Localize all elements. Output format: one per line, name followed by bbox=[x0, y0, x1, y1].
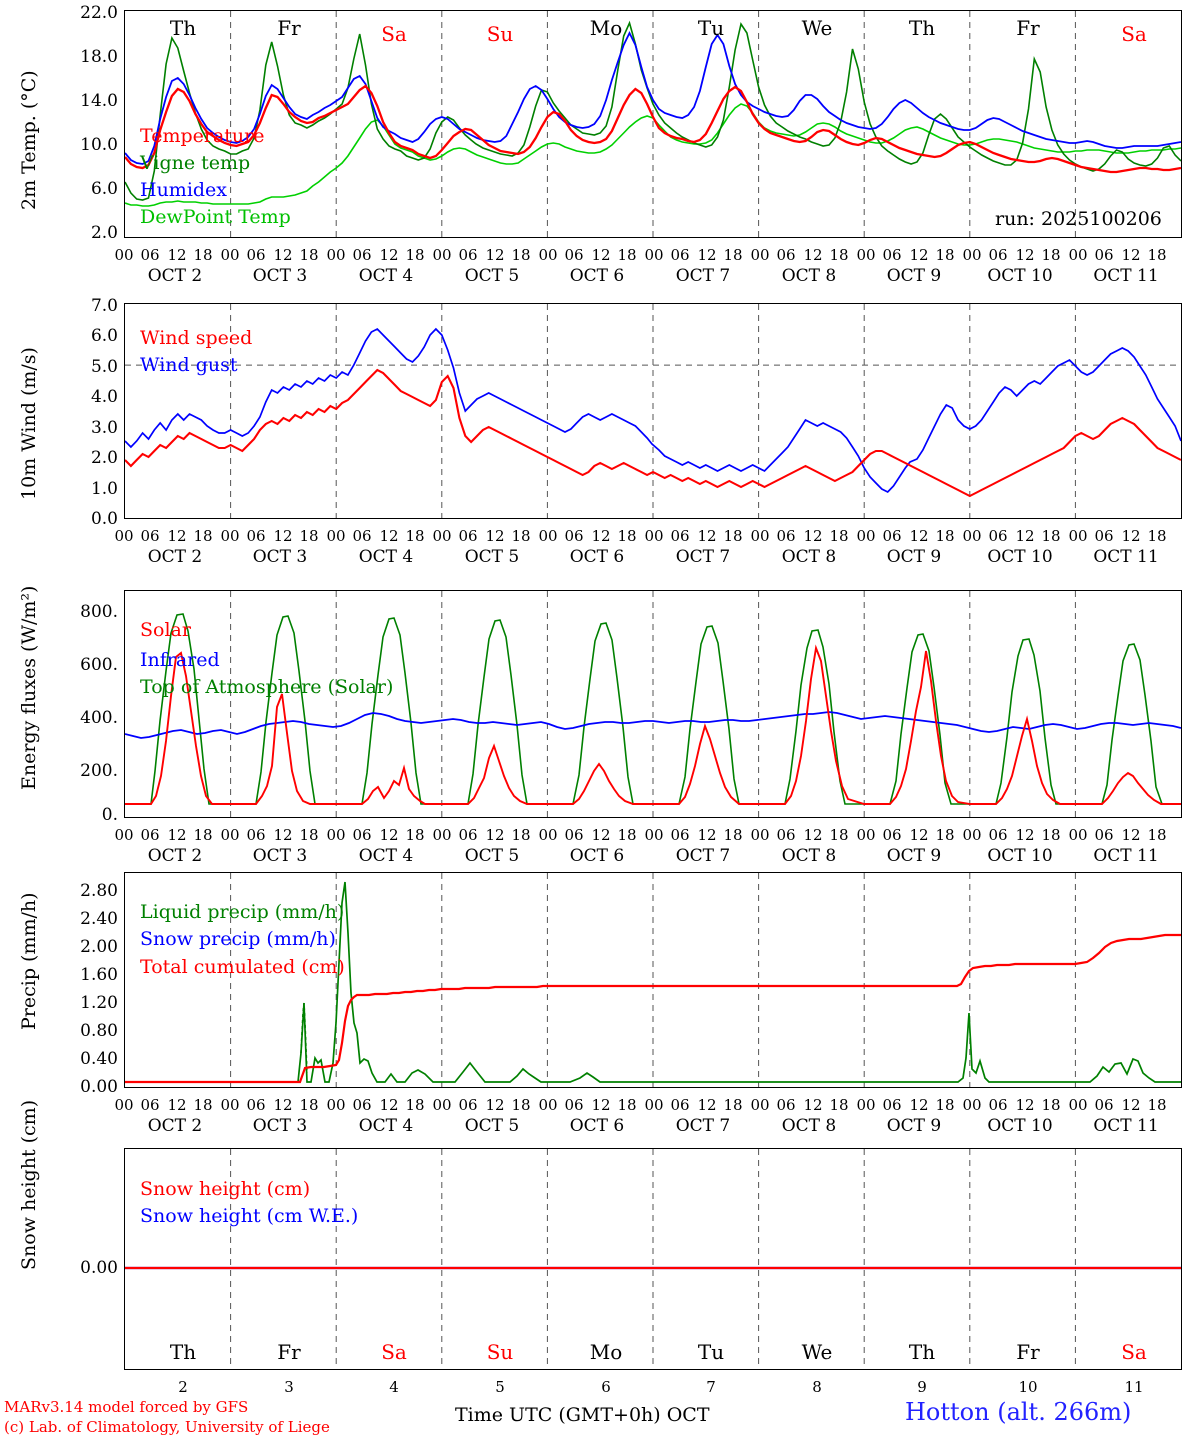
xtick-hour: 12 bbox=[273, 527, 293, 545]
xtick-hour: 12 bbox=[591, 826, 611, 844]
xdate-label: OCT 11 bbox=[1093, 846, 1159, 866]
xdate-label: OCT 4 bbox=[358, 547, 414, 567]
xtick-hour: 12 bbox=[1121, 246, 1141, 264]
xtick-hour: 00 bbox=[750, 527, 770, 545]
xtick-hour: 00 bbox=[750, 1096, 770, 1114]
xtick-hour: 06 bbox=[458, 1096, 478, 1114]
xtick-hour: 18 bbox=[829, 1096, 849, 1114]
xdate-label: OCT 8 bbox=[781, 1116, 837, 1136]
xtick-hour: 06 bbox=[670, 527, 690, 545]
xtick-hour: 18 bbox=[617, 1096, 637, 1114]
temp-ytick-18: 18.0 bbox=[80, 47, 118, 67]
dayname-th-1: Th bbox=[169, 16, 197, 40]
xtick-hour: 12 bbox=[1015, 1096, 1035, 1114]
bottom-daynum: 7 bbox=[706, 1378, 716, 1396]
xtick-hour: 00 bbox=[962, 246, 982, 264]
xdate-label: OCT 8 bbox=[781, 266, 837, 286]
xtick-hour: 12 bbox=[379, 246, 399, 264]
xtick-hour: 18 bbox=[1147, 1096, 1167, 1114]
xtick-hour: 06 bbox=[988, 527, 1008, 545]
xtick-hour: 12 bbox=[1015, 246, 1035, 264]
xtick-hour: 00 bbox=[856, 826, 876, 844]
xtick-hour: 12 bbox=[379, 826, 399, 844]
xtick-hour: 18 bbox=[1041, 527, 1061, 545]
xtick-hour: 18 bbox=[193, 1096, 213, 1114]
xtick-hour: 12 bbox=[591, 246, 611, 264]
xtick-hour: 00 bbox=[538, 246, 558, 264]
xtick-hour: 18 bbox=[829, 527, 849, 545]
xtick-hour: 18 bbox=[1147, 826, 1167, 844]
legend-infrared: Infrared bbox=[140, 649, 220, 671]
xtick-hour: 06 bbox=[1094, 527, 1114, 545]
xdate-label: OCT 4 bbox=[358, 266, 414, 286]
xtick-hour: 00 bbox=[1068, 826, 1088, 844]
xtick-hour: 12 bbox=[803, 1096, 823, 1114]
xtick-hour: 12 bbox=[167, 527, 187, 545]
xtick-hour: 18 bbox=[405, 527, 425, 545]
dayname-fr-2: Fr bbox=[1016, 16, 1040, 40]
bottom-dayname-sa-2: Sa bbox=[1121, 1340, 1147, 1364]
xtick-hour: 00 bbox=[432, 246, 452, 264]
xtick-hour: 12 bbox=[909, 1096, 929, 1114]
xtick-hour: 00 bbox=[644, 826, 664, 844]
footer-x-axis-title: Time UTC (GMT+0h) OCT bbox=[455, 1404, 710, 1426]
xtick-hour: 00 bbox=[962, 1096, 982, 1114]
energy-ytick-800: 800. bbox=[80, 602, 118, 622]
xtick-hour: 06 bbox=[882, 826, 902, 844]
xdate-label: OCT 3 bbox=[252, 266, 308, 286]
xtick-hour: 00 bbox=[538, 1096, 558, 1114]
dayname-sa-1: Sa bbox=[381, 22, 407, 46]
xtick-hour: 06 bbox=[988, 246, 1008, 264]
dayname-fr-1: Fr bbox=[277, 16, 301, 40]
precip-ytick-200: 2.00 bbox=[80, 937, 118, 957]
xdate-label: OCT 7 bbox=[675, 846, 731, 866]
xtick-hour: 12 bbox=[1121, 1096, 1141, 1114]
xdate-label: OCT 2 bbox=[147, 547, 203, 567]
xtick-hour: 06 bbox=[352, 527, 372, 545]
bottom-dayname-fr-1: Fr bbox=[277, 1340, 301, 1364]
wind-ytick-4: 4.0 bbox=[90, 387, 118, 407]
xdate-label: OCT 9 bbox=[886, 266, 942, 286]
xtick-hour: 12 bbox=[379, 1096, 399, 1114]
bottom-dayname-we-1: We bbox=[801, 1340, 833, 1364]
xtick-hour: 06 bbox=[988, 1096, 1008, 1114]
xtick-hour: 06 bbox=[246, 826, 266, 844]
xdate-label: OCT 6 bbox=[569, 846, 625, 866]
xtick-hour: 06 bbox=[882, 246, 902, 264]
xtick-hour: 18 bbox=[723, 246, 743, 264]
xtick-hour: 12 bbox=[591, 1096, 611, 1114]
precip-ytick-000: 0.00 bbox=[80, 1077, 118, 1097]
dayname-mo-1: Mo bbox=[589, 16, 623, 40]
xtick-hour: 12 bbox=[1015, 826, 1035, 844]
xdate-label: OCT 11 bbox=[1093, 1116, 1159, 1136]
dayname-tu-1: Tu bbox=[697, 16, 725, 40]
xdate-label: OCT 11 bbox=[1093, 547, 1159, 567]
wind-ytick-2: 2.0 bbox=[90, 448, 118, 468]
bottom-daynum: 5 bbox=[495, 1378, 505, 1396]
legend-toa-solar: Top of Atmosphere (Solar) bbox=[140, 676, 394, 698]
xtick-hour: 12 bbox=[697, 826, 717, 844]
xtick-hour: 06 bbox=[776, 1096, 796, 1114]
xdate-label: OCT 10 bbox=[987, 1116, 1053, 1136]
xdate-label: OCT 11 bbox=[1093, 266, 1159, 286]
xtick-hour: 00 bbox=[432, 527, 452, 545]
snow-y-axis-label: Snow height (cm) bbox=[18, 1099, 40, 1270]
energy-y-axis-label: Energy fluxes (W/m²) bbox=[18, 585, 40, 790]
xdate-label: OCT 4 bbox=[358, 846, 414, 866]
xtick-hour: 12 bbox=[591, 527, 611, 545]
wind-ytick-1: 1.0 bbox=[90, 479, 118, 499]
xtick-hour: 18 bbox=[935, 826, 955, 844]
xtick-hour: 00 bbox=[220, 826, 240, 844]
temp-ytick-2: 2.0 bbox=[90, 223, 118, 243]
legend-snow-height-we: Snow height (cm W.E.) bbox=[140, 1205, 359, 1227]
xdate-label: OCT 3 bbox=[252, 547, 308, 567]
bottom-daynum: 2 bbox=[178, 1378, 188, 1396]
dayname-th-2: Th bbox=[908, 16, 936, 40]
xtick-hour: 18 bbox=[299, 246, 319, 264]
xtick-hour: 18 bbox=[1041, 1096, 1061, 1114]
xtick-hour: 00 bbox=[644, 527, 664, 545]
xdate-label: OCT 5 bbox=[464, 266, 520, 286]
xtick-hour: 06 bbox=[140, 527, 160, 545]
xtick-hour: 12 bbox=[803, 826, 823, 844]
xtick-hour: 06 bbox=[670, 826, 690, 844]
precip-ytick-080: 0.80 bbox=[80, 1021, 118, 1041]
temp-ytick-22: 22.0 bbox=[80, 3, 118, 23]
bottom-daynum: 3 bbox=[284, 1378, 294, 1396]
temperature-y-axis-label: 2m Temp. (°C) bbox=[18, 70, 40, 210]
xtick-hour: 00 bbox=[538, 826, 558, 844]
bottom-dayname-th-1: Th bbox=[169, 1340, 197, 1364]
xtick-hour: 00 bbox=[114, 1096, 134, 1114]
bottom-daynum: 6 bbox=[601, 1378, 611, 1396]
xtick-hour: 00 bbox=[432, 1096, 452, 1114]
snow-ytick-0: 0.00 bbox=[80, 1258, 118, 1278]
xtick-hour: 12 bbox=[803, 527, 823, 545]
xtick-hour: 18 bbox=[405, 826, 425, 844]
legend-vigne-temp: Vigne temp bbox=[140, 152, 251, 174]
xtick-hour: 00 bbox=[538, 527, 558, 545]
xtick-hour: 18 bbox=[935, 246, 955, 264]
xtick-hour: 18 bbox=[193, 826, 213, 844]
xtick-hour: 06 bbox=[776, 246, 796, 264]
xtick-hour: 00 bbox=[114, 826, 134, 844]
xtick-hour: 00 bbox=[962, 826, 982, 844]
energy-plot-area bbox=[124, 590, 1182, 818]
run-label: run: 2025100206 bbox=[995, 208, 1162, 230]
bottom-dayname-su-1: Su bbox=[486, 1340, 514, 1364]
xtick-hour: 06 bbox=[1094, 826, 1114, 844]
xtick-hour: 06 bbox=[458, 826, 478, 844]
xdate-label: OCT 5 bbox=[464, 846, 520, 866]
xtick-hour: 12 bbox=[485, 826, 505, 844]
wind-ytick-3: 3.0 bbox=[90, 418, 118, 438]
xtick-hour: 12 bbox=[485, 1096, 505, 1114]
precip-ytick-120: 1.20 bbox=[80, 993, 118, 1013]
bottom-daynum: 9 bbox=[917, 1378, 927, 1396]
xtick-hour: 12 bbox=[379, 527, 399, 545]
xtick-hour: 00 bbox=[1068, 1096, 1088, 1114]
xtick-hour: 18 bbox=[511, 826, 531, 844]
bottom-dayname-th-2: Th bbox=[908, 1340, 936, 1364]
energy-ytick-600: 600. bbox=[80, 655, 118, 675]
xdate-label: OCT 7 bbox=[675, 547, 731, 567]
xtick-hour: 18 bbox=[617, 246, 637, 264]
xtick-hour: 00 bbox=[750, 246, 770, 264]
bottom-dayname-tu-1: Tu bbox=[697, 1340, 725, 1364]
xtick-hour: 12 bbox=[909, 527, 929, 545]
xtick-hour: 00 bbox=[856, 246, 876, 264]
xtick-hour: 00 bbox=[856, 1096, 876, 1114]
temp-ytick-14: 14.0 bbox=[80, 91, 118, 111]
xtick-hour: 18 bbox=[829, 246, 849, 264]
xdate-label: OCT 5 bbox=[464, 547, 520, 567]
xdate-label: OCT 2 bbox=[147, 266, 203, 286]
xtick-hour: 00 bbox=[220, 246, 240, 264]
wind-plot-area bbox=[124, 303, 1182, 519]
wind-ytick-6: 6.0 bbox=[90, 326, 118, 346]
xtick-hour: 12 bbox=[697, 246, 717, 264]
bottom-dayname-mo-1: Mo bbox=[589, 1340, 623, 1364]
station-label: Hotton (alt. 266m) bbox=[905, 1398, 1132, 1426]
xtick-hour: 06 bbox=[458, 527, 478, 545]
xdate-label: OCT 7 bbox=[675, 1116, 731, 1136]
xdate-label: OCT 6 bbox=[569, 1116, 625, 1136]
legend-temperature: Temperature bbox=[140, 125, 265, 147]
precip-ytick-280: 2.80 bbox=[80, 881, 118, 901]
xdate-label: OCT 10 bbox=[987, 547, 1053, 567]
xtick-hour: 18 bbox=[617, 527, 637, 545]
xtick-hour: 06 bbox=[988, 826, 1008, 844]
xtick-hour: 00 bbox=[1068, 527, 1088, 545]
xtick-hour: 18 bbox=[511, 1096, 531, 1114]
temp-ytick-6: 6.0 bbox=[90, 179, 118, 199]
energy-ytick-0: 0. bbox=[101, 805, 118, 825]
xtick-hour: 12 bbox=[909, 246, 929, 264]
xtick-hour: 18 bbox=[1147, 527, 1167, 545]
wind-ytick-0: 0.0 bbox=[90, 509, 118, 529]
temperature-plot-area bbox=[124, 10, 1182, 238]
xtick-hour: 12 bbox=[167, 826, 187, 844]
dayname-su-1: Su bbox=[486, 22, 514, 46]
xtick-hour: 00 bbox=[220, 527, 240, 545]
xtick-hour: 18 bbox=[935, 527, 955, 545]
xtick-hour: 06 bbox=[246, 246, 266, 264]
xtick-hour: 18 bbox=[405, 1096, 425, 1114]
xtick-hour: 00 bbox=[326, 527, 346, 545]
xtick-hour: 18 bbox=[299, 527, 319, 545]
precip-ytick-240: 2.40 bbox=[80, 909, 118, 929]
xtick-hour: 12 bbox=[485, 246, 505, 264]
xtick-hour: 06 bbox=[140, 1096, 160, 1114]
xtick-hour: 12 bbox=[1015, 527, 1035, 545]
xtick-hour: 00 bbox=[644, 246, 664, 264]
xtick-hour: 06 bbox=[776, 826, 796, 844]
xtick-hour: 12 bbox=[803, 246, 823, 264]
xtick-hour: 18 bbox=[723, 1096, 743, 1114]
xtick-hour: 06 bbox=[882, 1096, 902, 1114]
bottom-daynum: 8 bbox=[812, 1378, 822, 1396]
bottom-daynum: 11 bbox=[1124, 1378, 1144, 1396]
xdate-label: OCT 9 bbox=[886, 846, 942, 866]
legend-total-cumulated: Total cumulated (cm) bbox=[140, 956, 345, 978]
xtick-hour: 06 bbox=[458, 246, 478, 264]
temp-ytick-10: 10.0 bbox=[80, 135, 118, 155]
legend-wind-gust: Wind gust bbox=[140, 354, 238, 376]
xtick-hour: 00 bbox=[114, 527, 134, 545]
xtick-hour: 06 bbox=[564, 527, 584, 545]
dayname-sa-2: Sa bbox=[1121, 22, 1147, 46]
xtick-hour: 06 bbox=[140, 246, 160, 264]
xtick-hour: 18 bbox=[829, 826, 849, 844]
xtick-hour: 06 bbox=[776, 527, 796, 545]
xdate-label: OCT 10 bbox=[987, 846, 1053, 866]
xdate-label: OCT 3 bbox=[252, 1116, 308, 1136]
xtick-hour: 12 bbox=[485, 527, 505, 545]
xtick-hour: 00 bbox=[432, 826, 452, 844]
xtick-hour: 06 bbox=[1094, 246, 1114, 264]
xtick-hour: 18 bbox=[193, 246, 213, 264]
xtick-hour: 18 bbox=[193, 527, 213, 545]
xtick-hour: 06 bbox=[352, 826, 372, 844]
xtick-hour: 00 bbox=[962, 527, 982, 545]
xdate-label: OCT 10 bbox=[987, 266, 1053, 286]
xtick-hour: 06 bbox=[1094, 1096, 1114, 1114]
xtick-hour: 18 bbox=[935, 1096, 955, 1114]
xtick-hour: 18 bbox=[617, 826, 637, 844]
xdate-label: OCT 8 bbox=[781, 547, 837, 567]
xtick-hour: 00 bbox=[326, 1096, 346, 1114]
xtick-hour: 12 bbox=[697, 1096, 717, 1114]
xtick-hour: 06 bbox=[352, 246, 372, 264]
xdate-label: OCT 9 bbox=[886, 1116, 942, 1136]
legend-humidex: Humidex bbox=[140, 179, 228, 201]
xdate-label: OCT 9 bbox=[886, 547, 942, 567]
xtick-hour: 12 bbox=[273, 826, 293, 844]
xdate-label: OCT 5 bbox=[464, 1116, 520, 1136]
legend-solar: Solar bbox=[140, 619, 191, 641]
xtick-hour: 12 bbox=[167, 1096, 187, 1114]
footer-lab-credit: (c) Lab. of Climatology, University of Liege bbox=[4, 1418, 330, 1436]
xtick-hour: 18 bbox=[511, 246, 531, 264]
dayname-we-1: We bbox=[801, 16, 833, 40]
precip-y-axis-label: Precip (mm/h) bbox=[18, 892, 40, 1030]
wind-ytick-7: 7.0 bbox=[90, 296, 118, 316]
xtick-hour: 00 bbox=[326, 826, 346, 844]
xtick-hour: 00 bbox=[114, 246, 134, 264]
precip-ytick-160: 1.60 bbox=[80, 965, 118, 985]
bottom-daynum: 10 bbox=[1018, 1378, 1038, 1396]
xtick-hour: 00 bbox=[220, 1096, 240, 1114]
xtick-hour: 18 bbox=[1147, 246, 1167, 264]
xtick-hour: 00 bbox=[750, 826, 770, 844]
xtick-hour: 12 bbox=[697, 527, 717, 545]
xtick-hour: 06 bbox=[564, 1096, 584, 1114]
energy-ytick-400: 400. bbox=[80, 708, 118, 728]
xdate-label: OCT 8 bbox=[781, 846, 837, 866]
xdate-label: OCT 7 bbox=[675, 266, 731, 286]
xdate-label: OCT 6 bbox=[569, 266, 625, 286]
xtick-hour: 06 bbox=[352, 1096, 372, 1114]
xtick-hour: 12 bbox=[273, 1096, 293, 1114]
xtick-hour: 00 bbox=[1068, 246, 1088, 264]
legend-wind-speed: Wind speed bbox=[140, 327, 253, 349]
xtick-hour: 06 bbox=[140, 826, 160, 844]
footer-model-credit: MARv3.14 model forced by GFS bbox=[4, 1398, 249, 1416]
legend-snow-precip: Snow precip (mm/h) bbox=[140, 928, 336, 950]
xtick-hour: 12 bbox=[909, 826, 929, 844]
xtick-hour: 18 bbox=[405, 246, 425, 264]
xtick-hour: 06 bbox=[246, 527, 266, 545]
xtick-hour: 12 bbox=[1121, 527, 1141, 545]
xtick-hour: 18 bbox=[299, 826, 319, 844]
xtick-hour: 06 bbox=[246, 1096, 266, 1114]
xtick-hour: 06 bbox=[670, 246, 690, 264]
xtick-hour: 06 bbox=[564, 826, 584, 844]
precip-ytick-040: 0.40 bbox=[80, 1049, 118, 1069]
bottom-dayname-fr-2: Fr bbox=[1016, 1340, 1040, 1364]
xtick-hour: 18 bbox=[723, 826, 743, 844]
xtick-hour: 12 bbox=[273, 246, 293, 264]
xtick-hour: 00 bbox=[326, 246, 346, 264]
xtick-hour: 06 bbox=[564, 246, 584, 264]
legend-dewpoint-temp: DewPoint Temp bbox=[140, 206, 291, 228]
bottom-daynum: 4 bbox=[389, 1378, 399, 1396]
xdate-label: OCT 2 bbox=[147, 846, 203, 866]
legend-snow-height: Snow height (cm) bbox=[140, 1178, 311, 1200]
xtick-hour: 06 bbox=[670, 1096, 690, 1114]
xtick-hour: 12 bbox=[167, 246, 187, 264]
xdate-label: OCT 2 bbox=[147, 1116, 203, 1136]
xtick-hour: 06 bbox=[882, 527, 902, 545]
xdate-label: OCT 3 bbox=[252, 846, 308, 866]
xdate-label: OCT 6 bbox=[569, 547, 625, 567]
xtick-hour: 18 bbox=[723, 527, 743, 545]
xtick-hour: 00 bbox=[644, 1096, 664, 1114]
xtick-hour: 12 bbox=[1121, 826, 1141, 844]
wind-ytick-5: 5.0 bbox=[90, 357, 118, 377]
xtick-hour: 18 bbox=[511, 527, 531, 545]
bottom-dayname-sa-1: Sa bbox=[381, 1340, 407, 1364]
wind-y-axis-label: 10m Wind (m/s) bbox=[18, 347, 40, 500]
xtick-hour: 18 bbox=[1041, 246, 1061, 264]
legend-liquid-precip: Liquid precip (mm/h) bbox=[140, 901, 345, 923]
xtick-hour: 18 bbox=[299, 1096, 319, 1114]
xdate-label: OCT 4 bbox=[358, 1116, 414, 1136]
xtick-hour: 18 bbox=[1041, 826, 1061, 844]
xtick-hour: 00 bbox=[856, 527, 876, 545]
energy-ytick-200: 200. bbox=[80, 761, 118, 781]
